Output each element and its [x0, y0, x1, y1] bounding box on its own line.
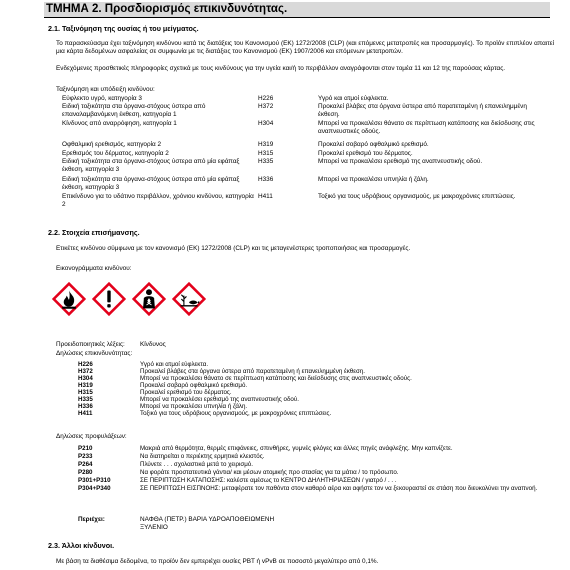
hazard-text: Μπορεί να προκαλέσει ερεθισμό της αναπνευστικής οδού.: [140, 396, 299, 403]
precaution-code: P264: [78, 461, 93, 468]
hazard-statement: Υγρό και ατμοί εύφλεκτα.: [318, 95, 389, 102]
section-title: ΤΜΗΜΑ 2. Προσδιορισμός επικινδυνότητας.: [46, 3, 288, 15]
precaution-code: P210: [78, 445, 93, 452]
hazard-statement: Προκαλεί ερεθισμό του δέρματος.: [318, 150, 413, 157]
classification-category: Ερεθισμός του δέρματος, κατηγορία 2: [62, 150, 169, 157]
signal-word-label: Προειδοποιητικές λέξεις:: [56, 341, 125, 348]
classification-category: Επικίνδυνο για το υδάτινο περιβάλλον, χρόνιου κινδύνου, κατηγορία 2: [62, 193, 254, 209]
hazard-code: H304: [78, 375, 93, 382]
health-hazard-icon: [132, 282, 166, 316]
hazard-code: H335: [258, 158, 274, 165]
hazard-code: H372: [258, 103, 274, 110]
precaution-text: Να φοράτε προστατευτικά γάντια/ και μέσων ατομικής προ στασίας για τα μάτια / το πρόσωπο.: [140, 469, 399, 476]
hazard-statement: Προκαλεί σοβαρό οφθαλμικό ερεθισμό.: [318, 141, 429, 148]
precaution-code: P280: [78, 469, 93, 476]
hazard-code: H319: [78, 382, 93, 389]
hazard-text: Προκαλεί σοβαρό οφθαλμικό ερεθισμό.: [140, 382, 248, 389]
other-hazards-text: Με βάση τα διαθέσιμα δεδομένα, το προϊόν δεν εμπεριέχει ουσίες PBT ή vPvB σε ποσοστό μεγαλύτερο από 0,1%.: [56, 558, 379, 565]
contains-label: Περιέχει:: [78, 516, 105, 523]
hazard-code: H304: [258, 120, 274, 127]
precaution-code: P301+P310: [78, 477, 111, 484]
environment-icon: [172, 282, 206, 316]
contains-item: ΞΥΛΕΝΙΟ: [140, 524, 168, 531]
pictograms-label: Εικονογράμματα κινδύνου:: [56, 265, 132, 272]
precautionary-statements-label: Δηλώσεις προφυλάξεων:: [56, 433, 127, 440]
hazard-code: H336: [258, 176, 274, 183]
precaution-text: Μακριά από θερμότητα, θερμές επιφάνειες, σπινθήρες, γυμνές φλόγες και άλλες πηγές ανάφλεξης. Μην καπνίζετε.: [140, 445, 453, 452]
hazard-statement: Μπορεί να προκαλέσει θάνατο σε περίπτωση κατάποσης και διείσδυσης στις αναπνευστικές οδούς.: [318, 120, 535, 136]
hazard-text: Υγρό και ατμοί εύφλεκτα.: [140, 361, 209, 368]
hazard-text: Προκαλεί ερεθισμό του δέρματος.: [140, 389, 232, 396]
precaution-text: Να διατηρείται ο περιέκτης ερμητικά κλειστός.: [140, 453, 265, 460]
subsection-2-1-title: 2.1. Ταξινόμηση της ουσίας ή του μείγματος.: [48, 24, 199, 33]
signal-word: Κίνδυνος: [140, 341, 166, 348]
hazard-code: H315: [258, 150, 274, 157]
hazard-code: H411: [258, 193, 273, 200]
hazard-statement: Μπορεί να προκαλέσει ερεθισμό της αναπνευστικής οδού.: [318, 158, 483, 165]
classification-category: Ειδική τοξικότητα στα όργανα-στόχους ύστερα από επαναλαμβανόμενη έκθεση, κατηγορία 1: [62, 103, 206, 119]
precaution-text: Πλύνετε . . . σχολαστικά μετά το χειρισμό.: [140, 461, 253, 468]
precaution-code: P233: [78, 453, 93, 460]
subsection-2-2-title: 2.2. Στοιχεία επισήμανσης.: [48, 228, 140, 237]
classification-category: Ειδική τοξικότητα στα όργανα-στόχους ύστερα από μία εφάπαξ έκθεση, κατηγορία 3: [62, 158, 240, 174]
contains-item: ΝΑΦΘΑ (ΠΕΤΡ.) ΒΑΡΙΑ ΥΔΡΟΑΠΟΘΕΙΩΜΕΝΗ: [140, 516, 275, 523]
subsection-2-3-title: 2.3. Άλλοι κίνδυνοι.: [48, 541, 115, 550]
precaution-code: P304+P340: [78, 485, 111, 492]
classification-category: Οφθαλμική ερεθισμός, κατηγορία 2: [62, 141, 162, 148]
hazard-code: H411: [78, 410, 93, 417]
precaution-text: ΣΕ ΠΕΡΙΠΤΩΣΗ ΚΑΤΑΠΟΣΗΣ: καλέστε αμέσως το ΚΕΝΤΡΟ ΔΗΛΗΤΗΡΙΑΣΕΩΝ / γιατρό / . . .: [140, 477, 397, 484]
hazard-statement: Τοξικό για τους υδρόβιους οργανισμούς, με μακροχρόνιες επιπτώσεις.: [318, 193, 516, 200]
additional-info-paragraph: Ενδεχόμενες προσθετικές πληροφορίες σχετικά με τους κινδύνους για την υγεία και/ή το περιβάλλον αναγράφονται στον τομέα 11 και 12 της παρούσας κάρτας.: [56, 65, 506, 72]
flame-icon: [52, 282, 86, 316]
classification-category: Εύφλεκτο υγρό, κατηγορία 3: [62, 95, 142, 102]
classification-paragraph: Το παρασκεύασμα έχει ταξινόμηση κινδύνου κατά τις διατάξεις του Κανονισμού (ΕΚ) 1272/2008 (CLP) (και επόμενες μετατροπές και προσαρμογές). Το προϊόν επιπλέον απαιτεί μια κάρτα δεδομένων ασφαλείας σε συμφωνία με τις διατάξεις του Κανονισμού (ΕΚ) 1907/2006 και επόμενων μετατροπών.: [56, 40, 554, 56]
classification-list-title: Ταξινόμηση και υπόδειξη κινδύνου:: [56, 86, 155, 93]
hazard-code: H335: [78, 396, 93, 403]
hazard-code: H226: [78, 361, 93, 368]
hazard-text: Τοξικό για τους υδρόβιους οργανισμούς, με μακροχρόνιες επιπτώσεις.: [140, 410, 332, 417]
hazard-text: Μπορεί να προκαλέσει θάνατο σε περίπτωση κατάποσης και διείσδυσης στις αναπνευστικές οδούς.: [140, 375, 412, 382]
hazard-statements-label: Δηλώσεις επικινδυνότητας:: [56, 350, 133, 357]
precaution-text: ΣΕ ΠΕΡΙΠΤΩΣΗ ΕΙΣΠΝΟΗΣ: μεταφέρατε τον παθόντα στον καθαρό αέρα και αφήστε τον να ξεκουραστεί σε στάση που διευκολύνει την αναπνοή.: [140, 485, 538, 492]
hazard-code: H226: [258, 95, 274, 102]
hazard-code: H336: [78, 403, 93, 410]
hazard-statement: Προκαλεί βλάβες στα όργανα ύστερα από παρατεταμένη ή επανειλημμένη έκθεση.: [318, 103, 527, 119]
label-elements-intro: Ετικέτες κινδύνου σύμφωνα με τον κανονισμό (ΕΚ) 1272/2008 (CLP) και τις μεταγενέστερες τροποποιήσεις και προσαρμογές.: [56, 245, 411, 252]
hazard-text: Προκαλεί βλάβες στα όργανα ύστερα από παρατεταμένη ή επανειλημμένη έκθεση.: [140, 368, 365, 375]
hazard-code: H319: [258, 141, 274, 148]
classification-category: Ειδική τοξικότητα στα όργανα-στόχους ύστερα από μία εφάπαξ έκθεση, κατηγορία 3: [62, 176, 240, 192]
hazard-code: H315: [78, 389, 93, 396]
hazard-code: H372: [78, 368, 93, 375]
classification-category: Κίνδυνος από αναρρόφηση, κατηγορία 1: [62, 120, 177, 127]
hazard-text: Μπορεί να προκαλέσει υπνηλία ή ζάλη.: [140, 403, 248, 410]
hazard-statement: Μπορεί να προκαλέσει υπνηλία ή ζάλη.: [318, 176, 429, 183]
section-header: [44, 2, 550, 18]
exclamation-icon: [92, 282, 126, 316]
